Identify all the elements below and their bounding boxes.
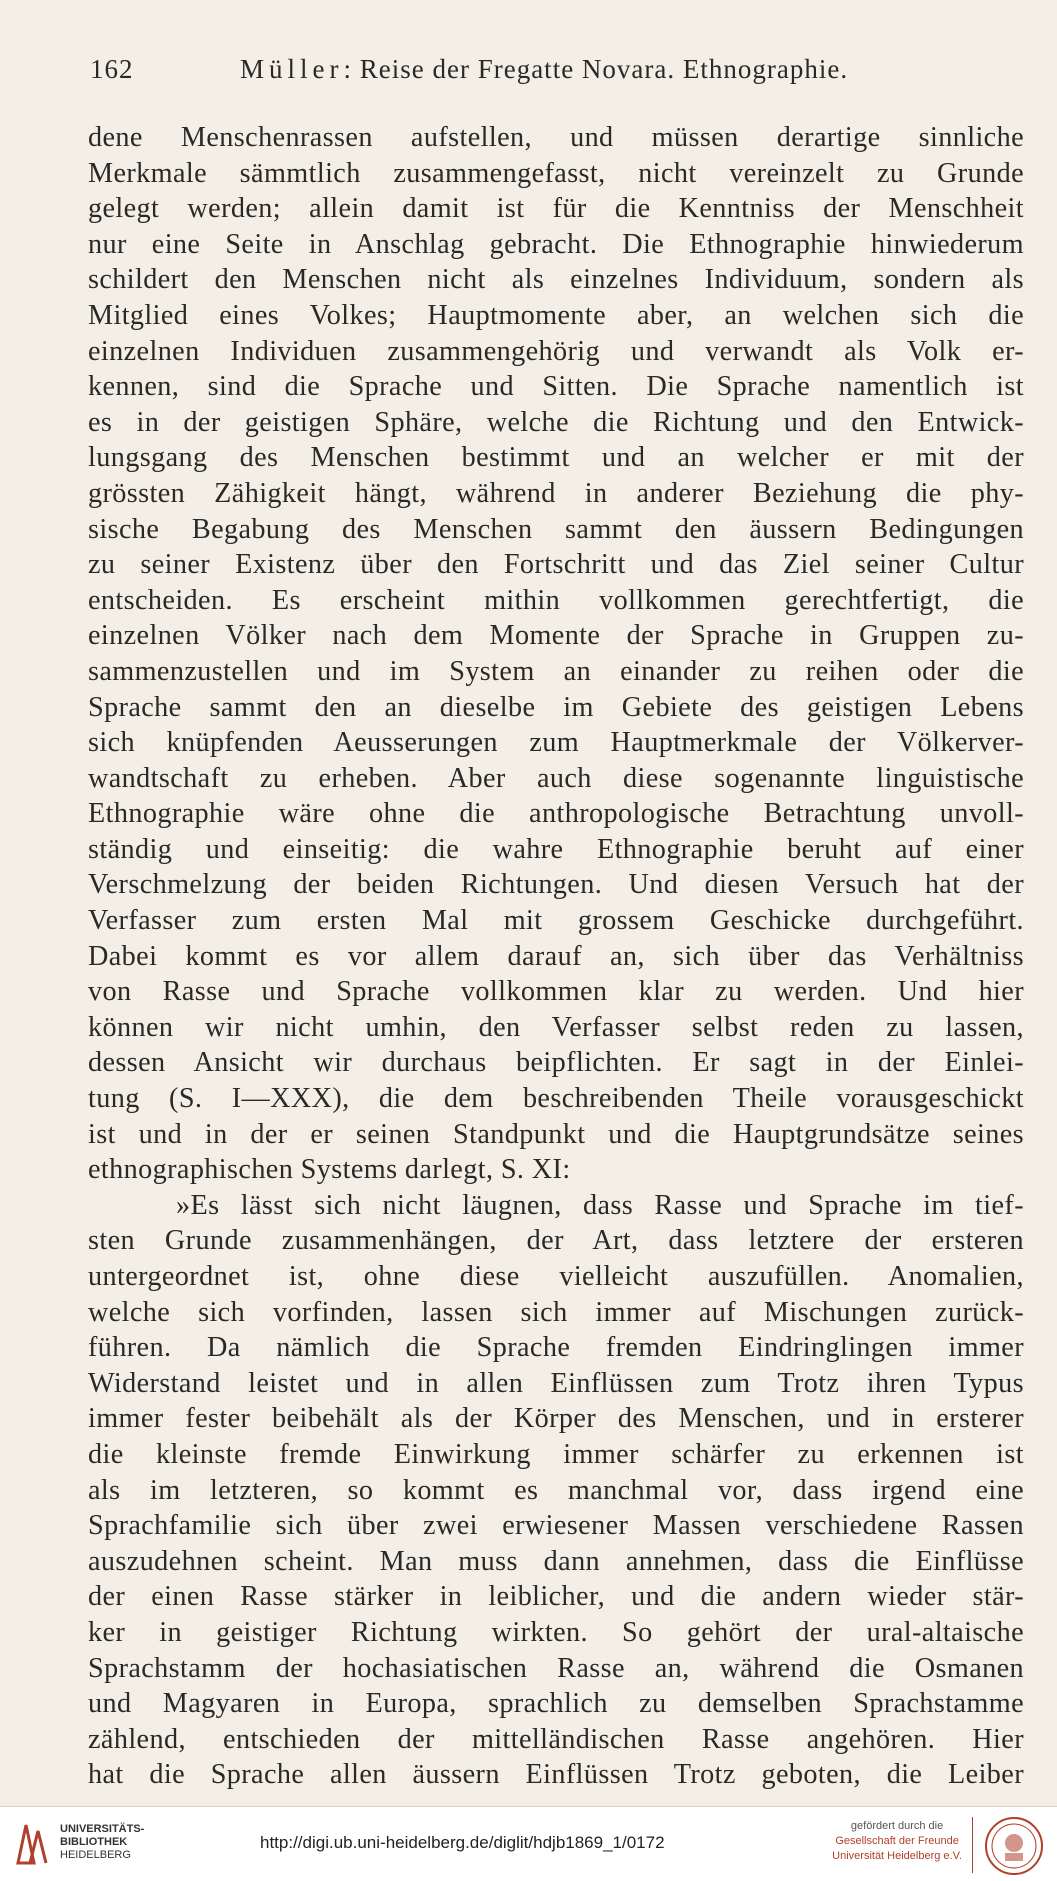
page-header: [90, 54, 970, 94]
text-line: zu seiner Existenz über den Fortschritt und das Ziel seiner Cultur: [88, 549, 1024, 581]
text-line: können wir nicht umhin, den Verfasser selbst reden zu lassen,: [88, 1011, 1024, 1043]
text-line: führen. Da nämlich die Sprache fremden Eindringlingen immer: [88, 1332, 1024, 1364]
text-line: hat die Sprache allen äussern Einflüssen Trotz geboten, die Leiber: [88, 1759, 1024, 1791]
text-line: Mitglied eines Volkes; Hauptmomente aber, an welchen sich die: [88, 299, 1024, 331]
text-line: Widerstand leistet und in allen Einflüssen zum Trotz ihren Typus: [88, 1367, 1024, 1399]
text-line: grössten Zähigkeit hängt, während in anderer Beziehung die phy-: [88, 477, 1024, 509]
sponsor-intro: gefördert durch die: [850, 1820, 944, 1832]
text-line: Verfasser zum ersten Mal mit grossem Geschicke durchgeführt.: [88, 905, 1024, 937]
text-line: Dabei kommt es vor allem darauf an, sich über das Verhältniss: [88, 940, 1024, 972]
text-line: einzelnen Individuen zusammengehörig und verwandt als Volk er-: [88, 335, 1024, 367]
text-line: Ethnographie wäre ohne die anthropologische Betrachtung unvoll-: [88, 798, 1024, 830]
text-line: von Rasse und Sprache vollkommen klar zu werden. Und hier: [88, 976, 1024, 1008]
text-line: untergeordnet ist, ohne diese vielleicht auszufüllen. Anomalien,: [88, 1261, 1024, 1292]
text-line: Sprachfamilie sich über zwei erwiesener Massen verschiedene Rassen: [88, 1510, 1024, 1542]
text-line: Verschmelzung der beiden Richtungen. Und diesen Versuch hat der: [88, 869, 1024, 901]
text-line: Sprachstamm der hochasiatischen Rasse an, während die Osmanen: [88, 1652, 1024, 1684]
text-line: entscheiden. Es erscheint mithin vollkommen gerechtfertigt, die: [88, 584, 1024, 616]
running-head: [240, 54, 848, 85]
text-line: wandtschaft zu erheben. Aber auch diese sogenannte linguistische: [88, 762, 1024, 794]
text-line: schildert den Menschen nicht als einzelnes Individuum, sondern als: [88, 264, 1024, 296]
text-line: sten Grunde zusammenhängen, der Art, dass letztere der ersteren: [88, 1225, 1024, 1257]
text-line: zählend, entschieden der mittelländischen Rasse angehören. Hier: [88, 1723, 1024, 1755]
text-line: immer fester beibehält als der Körper des Menschen, und in ersterer: [88, 1403, 1024, 1435]
text-line: dene Menschenrassen aufstellen, und müssen derartige sinnliche: [88, 122, 1024, 153]
library-name-line3: HEIDELBERG: [60, 1849, 131, 1861]
text-line: der einen Rasse stärker in leiblicher, und die andern wieder stär-: [88, 1581, 1024, 1613]
text-line: sammenzustellen und im System an einander zu reihen oder die: [88, 655, 1024, 687]
text-line: ist und in der er seinen Standpunkt und die Hauptgrundsätze seines: [88, 1118, 1024, 1150]
sponsor-org-line1: Gesellschaft der Freunde: [835, 1835, 959, 1847]
text-line: sische Begabung des Menschen sammt den äussern Bedingungen: [88, 513, 1024, 545]
sponsor-org-line2: Universität Heidelberg e.V.: [832, 1850, 962, 1862]
text-line: dessen Ansicht wir durchaus beipflichten. Er sagt in der Einlei-: [88, 1047, 1024, 1079]
text-line: gelegt werden; allein damit ist für die Kenntniss der Menschheit: [88, 193, 1024, 225]
text-line: auszudehnen scheint. Man muss dann annehmen, dass die Einflüsse: [88, 1545, 1024, 1577]
sponsor-divider: [972, 1817, 973, 1873]
text-line: die kleinste fremde Einwirkung immer schärfer zu erkennen ist: [88, 1438, 1024, 1470]
text-line: ethnographischen Systems darlegt, S. XI:: [88, 1154, 571, 1186]
footer-bar: [0, 1806, 1057, 1881]
library-name-line1: UNIVERSITÄTS-: [60, 1823, 145, 1835]
sponsor-credit: [832, 1819, 962, 1864]
text-line: einzelnen Völker nach dem Momente der Sprache in Gruppen zu-: [88, 620, 1024, 652]
permalink-url[interactable]: http://digi.ub.uni-heidelberg.de/diglit/hdjb1869_1/0172: [260, 1833, 665, 1852]
library-name: [60, 1823, 144, 1862]
university-seal-icon: [983, 1815, 1045, 1877]
text-line: tung (S. I—XXX), die dem beschreibenden Theile vorausgeschickt: [88, 1083, 1024, 1115]
text-line: und Magyaren in Europa, sprachlich zu demselben Sprachstamme: [88, 1688, 1024, 1720]
university-library-logo-icon: [12, 1819, 52, 1869]
text-line: welche sich vorfinden, lassen sich immer auf Mischungen zurück-: [88, 1296, 1024, 1328]
text-line: als im letzteren, so kommt es manchmal vor, dass irgend eine: [88, 1474, 1024, 1506]
running-head-title: : Reise der Fregatte Novara. Ethnographie.: [343, 54, 849, 84]
text-line: Merkmale sämmtlich zusammengefasst, nicht vereinzelt zu Grunde: [88, 157, 1024, 189]
library-name-line2: BIBLIOTHEK: [60, 1836, 128, 1848]
page-number: 162: [90, 54, 134, 84]
body-text: [88, 120, 1024, 1793]
running-head-author: Müller: [240, 54, 344, 84]
text-line: ständig und einseitig: die wahre Ethnographie beruht auf einer: [88, 833, 1024, 865]
text-line: kennen, sind die Sprache und Sitten. Die Sprache namentlich ist: [88, 371, 1024, 403]
text-line: lungsgang des Menschen bestimmt und an welcher er mit der: [88, 442, 1024, 474]
text-line: Sprache sammt den an dieselbe im Gebiete des geistigen Lebens: [88, 691, 1024, 723]
text-line: sich knüpfenden Aeusserungen zum Hauptmerkmale der Völkerver-: [88, 727, 1024, 759]
text-line: es in der geistigen Sphäre, welche die Richtung und den Entwick-: [88, 406, 1024, 438]
text-line: »Es lässt sich nicht läugnen, dass Rasse und Sprache im tief-: [176, 1189, 1024, 1221]
text-line: ker in geistiger Richtung wirkten. So gehört der ural-altaische: [88, 1616, 1024, 1648]
text-line: nur eine Seite in Anschlag gebracht. Die Ethnographie hinwiederum: [88, 228, 1024, 260]
